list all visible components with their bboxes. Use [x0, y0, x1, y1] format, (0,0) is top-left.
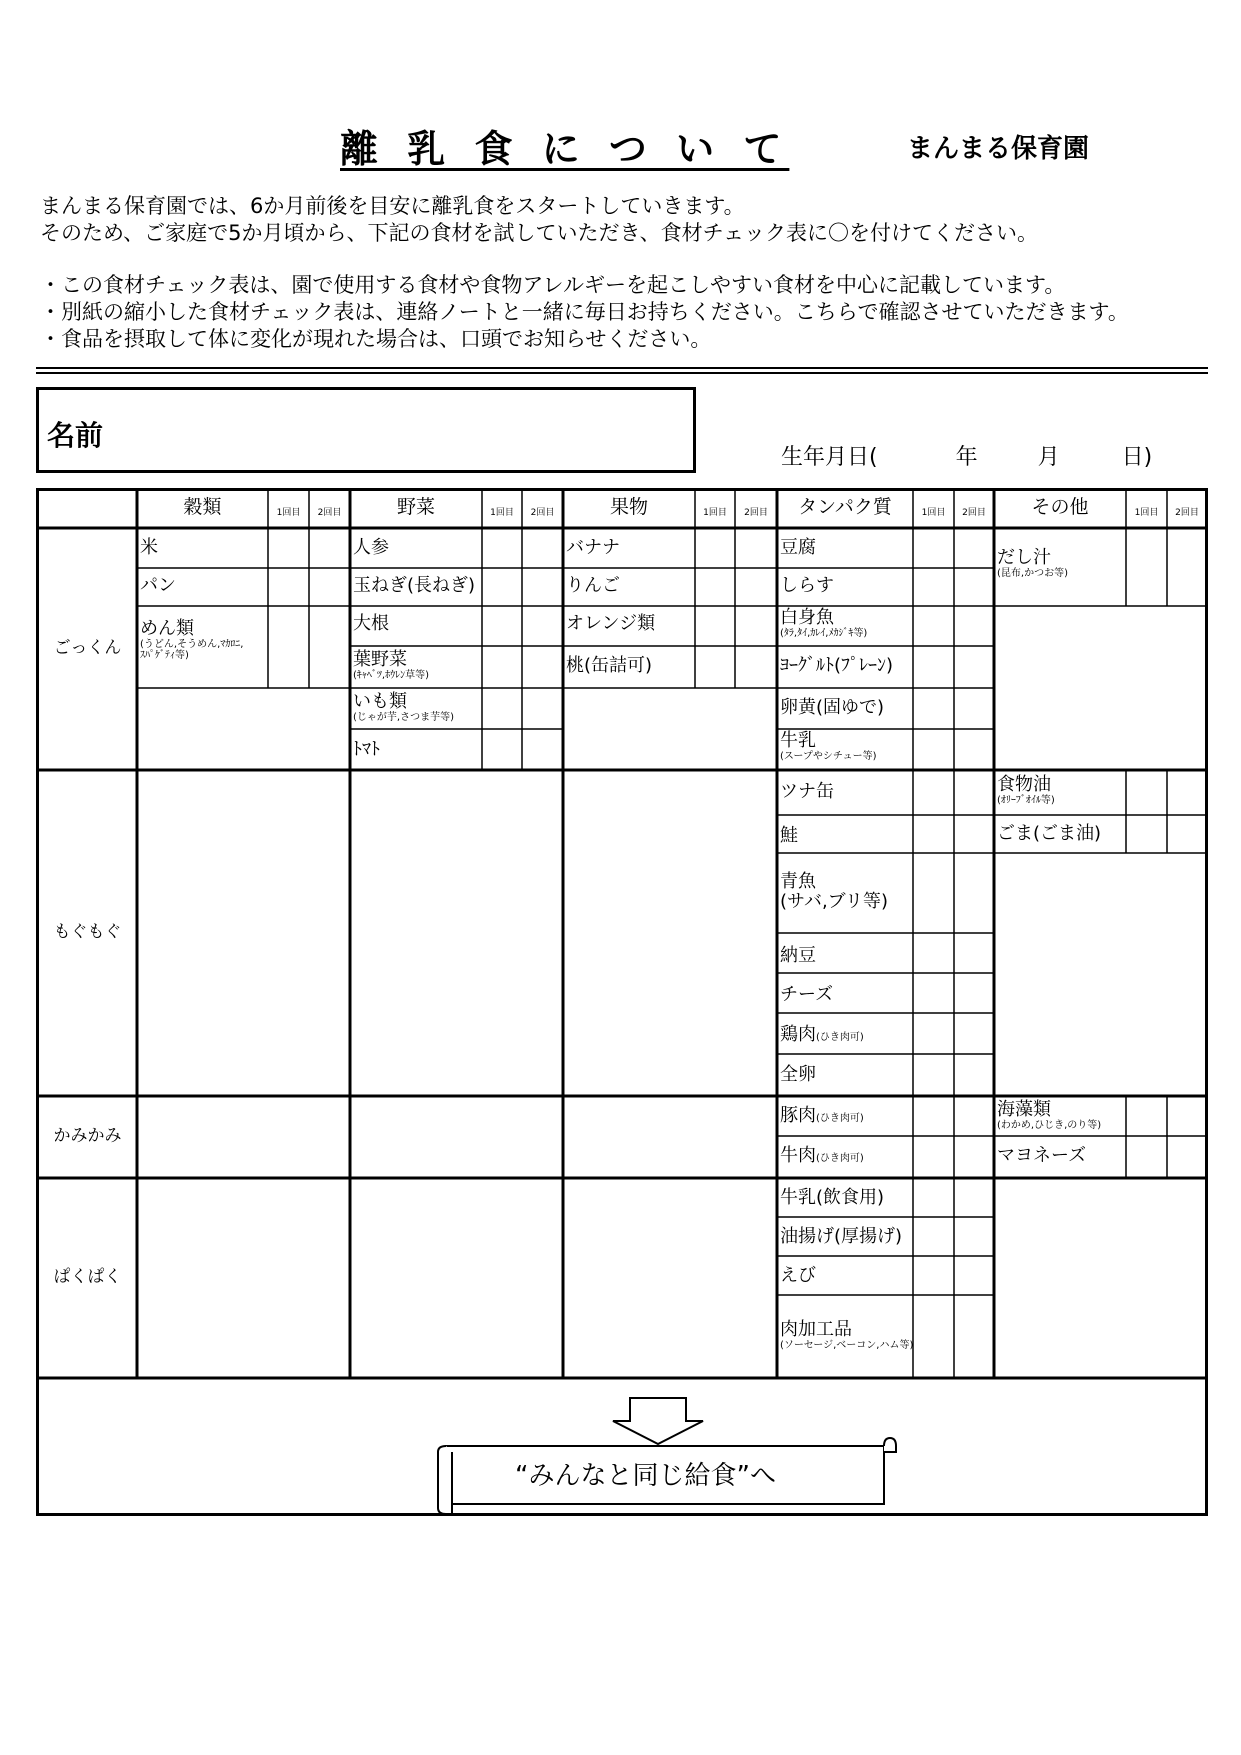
- food-item-carrot: 人参: [353, 537, 389, 558]
- food-item-sesame: ごま(ごま油): [997, 823, 1102, 844]
- page-title: 離 乳 食 に つ い て: [340, 127, 790, 171]
- food-item-chicken: 鶏肉(ひき肉可): [780, 1024, 864, 1045]
- food-item-rice: 米: [140, 537, 158, 558]
- dob-month: 月: [1037, 445, 1060, 470]
- food-item-dashi: だし汁 (昆布,かつお等): [997, 547, 1068, 579]
- school-name: まんまる保育園: [907, 134, 1090, 164]
- stage-label: かみかみ: [53, 1126, 122, 1146]
- food-item-noodles: めん類 (うどん,そうめん,ﾏｶﾛﾆ, ｽﾊﾟｹﾞﾃｨ等): [140, 618, 244, 661]
- note-line: ・別紙の縮小した食材チェック表は、連絡ノートと一緒に毎日お持ちください。こちらで確認させていただきます。: [40, 300, 1129, 324]
- banner-text: “みんなと同じ給食”へ: [515, 1461, 776, 1491]
- stage-label: もぐもぐ: [53, 922, 122, 942]
- check-header-1: 1回目: [921, 508, 946, 518]
- food-item-cheese: チーズ: [780, 984, 834, 1005]
- food-item-salmon: 鮭: [780, 825, 798, 846]
- column-header-fruits: 果物: [609, 496, 648, 518]
- column-header-protein: タンパク質: [798, 496, 892, 518]
- dob-year: 年: [955, 445, 978, 470]
- check-header-2: 2回目: [744, 508, 768, 518]
- food-item-apple: りんご: [566, 575, 620, 596]
- food-item-tomato: ﾄﾏﾄ: [353, 739, 380, 760]
- column-header-other: その他: [1031, 496, 1089, 518]
- food-item-whole-egg: 全卵: [780, 1064, 816, 1085]
- note-line: ・食品を摂取して体に変化が現れた場合は、口頭でお知らせください。: [40, 327, 712, 351]
- food-item-processed-meat: 肉加工品 (ソーセージ,ベーコン,ハム等): [780, 1319, 914, 1351]
- food-item-natto: 納豆: [780, 945, 816, 966]
- food-item-leafy: 葉野菜 (ｷｬﾍﾞﾂ,ﾎｳﾚﾝ草等): [353, 649, 429, 681]
- food-item-milk: 牛乳 (スープやシチュー等): [780, 730, 877, 762]
- check-header-2: 2回目: [962, 508, 986, 518]
- check-header-2: 2回目: [317, 508, 342, 518]
- food-item-egg-yolk: 卵黄(固ゆで): [780, 697, 885, 718]
- intro-line: まんまる保育園では、6か月前後を目安に離乳食をスタートしていきます。: [40, 194, 745, 218]
- food-item-fried-tofu: 油揚げ(厚揚げ): [780, 1226, 903, 1247]
- check-header-1: 1回目: [1134, 508, 1159, 518]
- food-item-mayonnaise: マヨネーズ: [997, 1145, 1087, 1166]
- food-item-white-fish: 白身魚 (ﾀﾗ,ﾀｲ,ｶﾚｲ,ﾒｶｼﾞｷ等): [780, 607, 868, 639]
- food-item-beef: 牛肉(ひき肉可): [780, 1145, 864, 1166]
- stage-label: ぱくぱく: [53, 1267, 122, 1287]
- food-item-banana: バナナ: [566, 537, 620, 558]
- food-item-shirasu: しらす: [780, 575, 834, 596]
- food-item-drinking-milk: 牛乳(飲食用): [780, 1187, 885, 1208]
- food-item-seaweed: 海藻類 (わかめ,ひじき,のり等): [997, 1099, 1102, 1131]
- food-item-cooking-oil: 食物油 (ｵﾘｰﾌﾞｵｲﾙ等): [997, 774, 1055, 806]
- note-line: ・この食材チェック表は、園で使用する食材や食物アレルギーを起こしやすい食材を中心に記載しています。: [40, 273, 1066, 297]
- food-item-shrimp: えび: [780, 1265, 816, 1286]
- food-item-daikon: 大根: [353, 613, 389, 634]
- check-header-1: 1回目: [276, 508, 301, 518]
- column-header-grains: 穀類: [183, 496, 222, 518]
- check-header-1: 1回目: [703, 508, 727, 518]
- food-item-peach: 桃(缶詰可): [566, 655, 653, 676]
- column-header-vegetables: 野菜: [396, 496, 435, 518]
- dob-label: 生年月日(: [781, 445, 878, 470]
- food-item-blue-fish: 青魚 (サバ,ブリ等): [780, 871, 888, 912]
- down-arrow-icon: [613, 1398, 703, 1444]
- name-label: 名前: [47, 419, 104, 452]
- check-header-2: 2回目: [530, 508, 555, 518]
- dob-day: 日): [1121, 445, 1153, 470]
- stage-label: ごっくん: [53, 638, 122, 658]
- check-header-2: 2回目: [1175, 508, 1199, 518]
- food-item-potato: いも類 (じゃが芋,さつま芋等): [353, 691, 454, 723]
- food-item-orange: オレンジ類: [566, 613, 656, 634]
- intro-line: そのため、ご家庭で5か月頃から、下記の食材を試していただき、食材チェック表に〇を付けてください。: [40, 221, 1039, 245]
- food-item-yogurt: ﾖｰｸﾞﾙﾄ(ﾌﾟﾚｰﾝ): [780, 655, 894, 676]
- food-item-bread: パン: [140, 575, 176, 596]
- food-item-tofu: 豆腐: [780, 537, 816, 558]
- food-item-onion: 玉ねぎ(長ねぎ): [353, 575, 476, 596]
- check-header-1: 1回目: [490, 508, 514, 518]
- food-item-tuna: ツナ缶: [780, 781, 834, 802]
- food-item-pork: 豚肉(ひき肉可): [780, 1105, 864, 1126]
